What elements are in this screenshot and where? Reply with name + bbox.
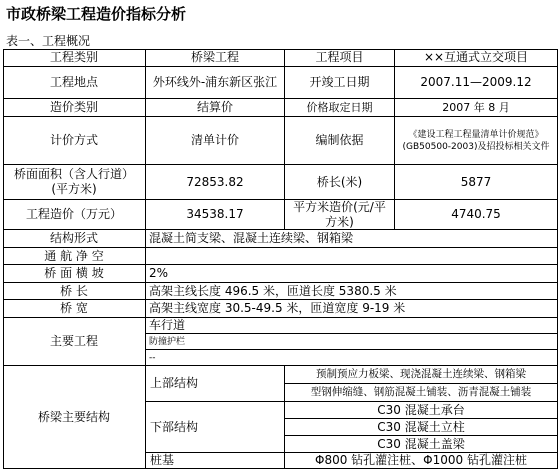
label-basis: 编制依据 — [285, 117, 395, 165]
value-deck-area: 72853.82 — [146, 165, 285, 200]
value-pile-foundation: Φ800 钻孔灌注桩、Φ1000 钻孔灌注桩 — [285, 453, 558, 469]
page-title: 市政桥梁工程造价指标分析 — [6, 5, 187, 23]
value-project-item: ××互通式立交项目 — [395, 49, 558, 67]
value-structure-type: 混凝土简支梁、混凝土连续梁、钢箱梁 — [146, 230, 558, 248]
label-structure-type: 结构形式 — [3, 230, 146, 248]
label-total-cost: 工程造价（万元） — [3, 200, 146, 230]
label-deck-area: 桥面面积（含人行道）(平方米) — [3, 165, 146, 200]
value-bridge-length: 5877 — [395, 165, 558, 200]
label-project-item: 工程项目 — [285, 49, 395, 67]
label-upper-structure: 上部结构 — [146, 366, 285, 402]
label-width: 桥 宽 — [3, 300, 146, 318]
lower-structure-item-1: C30 混凝土承台 — [285, 402, 558, 419]
value-location: 外环线外-浦东新区张江 — [146, 67, 285, 99]
lower-structure-item-3: C30 混凝土盖梁 — [285, 436, 558, 453]
label-main-works: 主要工程 — [3, 318, 146, 366]
value-total-cost: 34538.17 — [146, 200, 285, 230]
value-cross-slope: 2% — [146, 265, 558, 283]
label-cross-slope: 桥 面 横 坡 — [3, 265, 146, 283]
value-price-date: 2007 年 8 月 — [395, 99, 558, 117]
value-width: 高架主线宽度 30.5-49.5 米，匝道宽度 9-19 米 — [146, 300, 558, 318]
label-length: 桥 长 — [3, 283, 146, 300]
value-length: 高架主线长度 496.5 米，匝道长度 5380.5 米 — [146, 283, 558, 300]
lower-structure-item-2: C30 混凝土立柱 — [285, 419, 558, 436]
label-navigation-clearance: 通 航 净 空 — [3, 248, 146, 265]
value-unit-cost: 4740.75 — [395, 200, 558, 230]
label-bridge-length: 桥长(米) — [285, 165, 395, 200]
upper-structure-item-1: 预制预应力板梁、现浇混凝土连续梁、钢箱梁 — [285, 366, 558, 384]
label-pile-foundation: 桩基 — [146, 453, 285, 469]
label-cost-type: 造价类别 — [3, 99, 146, 117]
label-pricing-method: 计价方式 — [3, 117, 146, 165]
upper-structure-item-2: 型钢伸缩缝、钢筋混凝土铺装、沥青混凝土铺装 — [285, 384, 558, 402]
main-works-item-1: 车行道 — [146, 318, 558, 334]
value-project-category: 桥梁工程 — [146, 49, 285, 67]
label-lower-structure: 下部结构 — [146, 402, 285, 453]
label-location: 工程地点 — [3, 67, 146, 99]
value-cost-type: 结算价 — [146, 99, 285, 117]
label-project-category: 工程类别 — [3, 49, 146, 67]
main-works-item-2: 防撞护栏 — [146, 334, 558, 350]
value-dates: 2007.11—2009.12 — [395, 67, 558, 99]
value-navigation-clearance — [146, 248, 558, 265]
label-dates: 开竣工日期 — [285, 67, 395, 99]
value-pricing-method: 清单计价 — [146, 117, 285, 165]
label-unit-cost: 平方米造价(元/平方米) — [285, 200, 395, 230]
table-caption: 表一、工程概况 — [6, 34, 91, 48]
label-bridge-structure: 桥梁主要结构 — [3, 366, 146, 469]
label-price-date: 价格取定日期 — [285, 99, 395, 117]
main-works-item-3: -- — [146, 350, 558, 366]
value-basis: 《建设工程工程量清单计价规范》(GB50500-2003)及招投标相关文件 — [395, 117, 558, 165]
